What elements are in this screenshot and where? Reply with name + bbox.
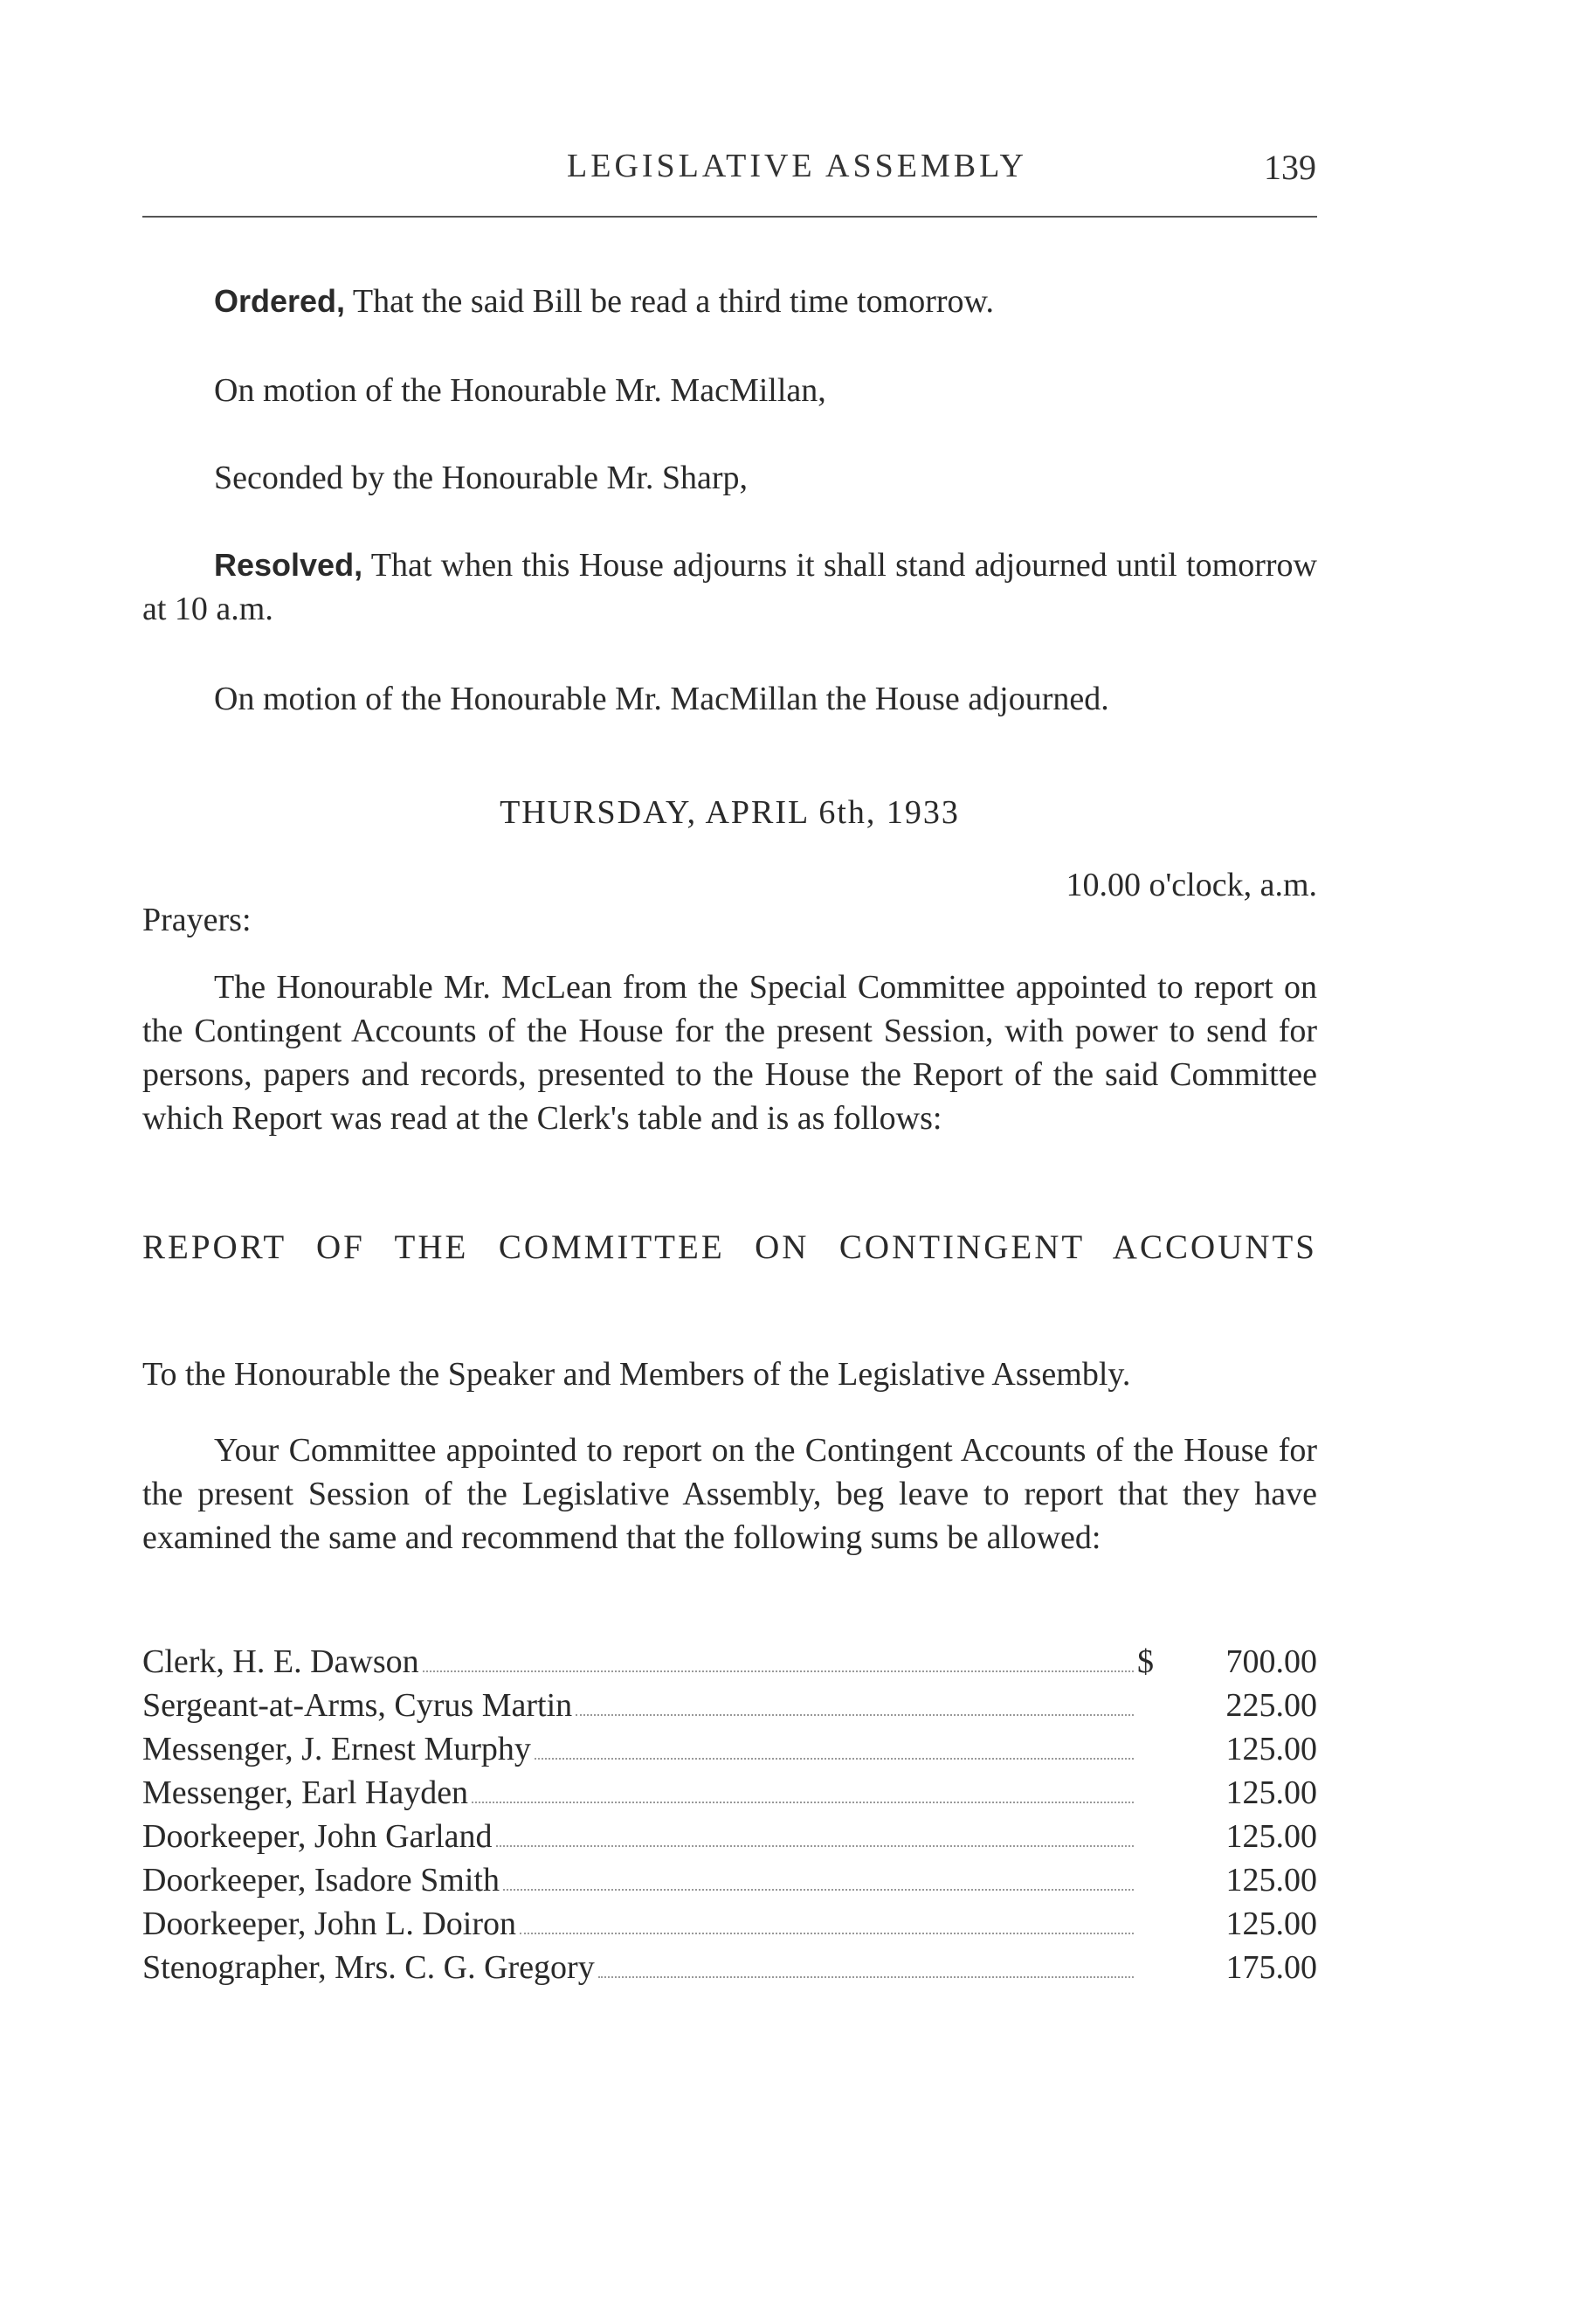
dot-leader [496, 1845, 1134, 1847]
account-name: Stenographer, Mrs. C. G. Gregory [142, 1949, 595, 1986]
seconded-paragraph: Seconded by the Honourable Mr. Sharp, [214, 460, 749, 496]
ordered-text: That the said Bill be read a third time tomorrow. [345, 283, 994, 320]
dot-leader [503, 1889, 1134, 1891]
page-number: 139 [1264, 148, 1316, 187]
account-amount: 175.00 [1225, 1949, 1317, 1986]
account-amount: 125.00 [1225, 1906, 1317, 1942]
sitting-time: 10.00 o'clock, a.m. [1066, 867, 1317, 903]
account-name: Messenger, J. Ernest Murphy [142, 1731, 531, 1767]
account-amount: 125.00 [1225, 1731, 1317, 1767]
account-name: Messenger, Earl Hayden [142, 1774, 469, 1811]
report-address: To the Honourable the Speaker and Members of the Legislative Assembly. [142, 1356, 1131, 1393]
dot-leader [535, 1758, 1134, 1760]
account-name: Doorkeeper, John L. Doiron [142, 1906, 516, 1942]
dot-leader [423, 1670, 1134, 1672]
currency-symbol: $ [1137, 1643, 1154, 1680]
dot-leader [576, 1714, 1134, 1716]
running-header-title: LEGISLATIVE ASSEMBLY [567, 148, 1027, 184]
account-name: Doorkeeper, Isadore Smith [142, 1862, 500, 1899]
adjourned-paragraph: On motion of the Honourable Mr. MacMillan the House adjourned. [214, 681, 1109, 717]
report-body: Your Committee appointed to report on the Contingent Accounts of the House for the present Session of the Legislative Assembly, beg leave to report that they have examined the same and recommend that the following sums be allowed: [142, 1432, 1317, 1556]
account-row [142, 1948, 1317, 1992]
account-row [142, 1861, 1317, 1905]
ordered-paragraph [142, 280, 1317, 323]
motion-paragraph: On motion of the Honourable Mr. MacMillan, [214, 372, 826, 409]
dot-leader [598, 1976, 1134, 1978]
accounts-table [142, 1643, 1317, 1992]
account-row [142, 1817, 1317, 1861]
resolved-text: That when this House adjourns it shall stand adjourned until tomorrow at 10 a.m. [142, 547, 1317, 627]
account-name: Doorkeeper, John Garland [142, 1818, 493, 1855]
presentation-paragraph: The Honourable Mr. McLean from the Special Committee appointed to report on the Contingent Accounts of the House for the present Session, with power to send for persons, papers and records, presented to the House the Report of the said Committee which Report was read at the Clerk's table and is as follows: [142, 969, 1317, 1137]
resolved-label: Resolved, [214, 547, 363, 583]
account-row [142, 1730, 1317, 1774]
dot-leader [472, 1802, 1134, 1803]
account-row [142, 1643, 1317, 1686]
header-rule [142, 216, 1317, 218]
dot-leader [520, 1933, 1134, 1934]
account-amount: 125.00 [1225, 1774, 1317, 1811]
account-name: Clerk, H. E. Dawson [142, 1643, 419, 1680]
account-name: Sergeant-at-Arms, Cyrus Martin [142, 1687, 573, 1724]
account-row [142, 1774, 1317, 1817]
account-amount: 125.00 [1225, 1862, 1317, 1899]
account-row [142, 1905, 1317, 1948]
prayers-label: Prayers: [142, 902, 252, 938]
account-amount: 125.00 [1225, 1818, 1317, 1855]
account-row [142, 1686, 1317, 1730]
account-amount: 225.00 [1225, 1687, 1317, 1724]
report-heading: REPORT OF THE COMMITTEE ON CONTINGENT ACCOUNTS [142, 1228, 1317, 1266]
account-amount: 700.00 [1225, 1643, 1317, 1680]
sitting-date: THURSDAY, APRIL 6th, 1933 [500, 794, 960, 831]
resolved-paragraph [142, 543, 1317, 631]
ordered-label: Ordered, [214, 283, 346, 319]
